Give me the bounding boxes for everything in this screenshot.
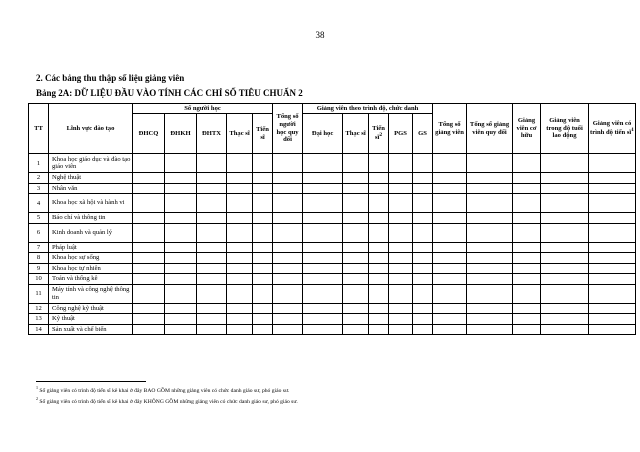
header-tong-so-gv: Tổng số giảng viên bbox=[433, 104, 467, 154]
header-gv-thac-si: Thạc sĩ bbox=[343, 114, 369, 154]
row-tt: 5 bbox=[29, 213, 49, 224]
table-row bbox=[29, 194, 636, 213]
header-tien-si: Tiến sĩ bbox=[253, 114, 273, 154]
page-number: 38 bbox=[315, 30, 325, 40]
row-tt: 8 bbox=[29, 253, 49, 264]
table-row bbox=[29, 154, 636, 173]
row-tt: 6 bbox=[29, 223, 49, 242]
header-gv-co-trinh-do-ts bbox=[589, 104, 636, 154]
header-field: Lĩnh vực đào tạo bbox=[49, 104, 133, 154]
row-tt: 9 bbox=[29, 263, 49, 274]
section-title: 2. Các bảng thu thập số liệu giảng viên bbox=[36, 73, 185, 83]
table-caption: Bảng 2A: DỮ LIỆU ĐẦU VÀO TÍNH CÁC CHỈ SỐ TIÊU CHUẨN 2 bbox=[36, 88, 303, 98]
row-field: Kinh doanh và quản lý bbox=[49, 223, 133, 242]
footnote-ref-1: 1 bbox=[631, 127, 635, 134]
table-row bbox=[29, 183, 636, 194]
header-so-nguoi-hoc: Số người học bbox=[133, 104, 273, 114]
footnote-separator bbox=[36, 381, 146, 382]
header-gv-trong-do-tuoi: Giảng viên trong độ tuổi lao động bbox=[541, 104, 589, 154]
row-tt: 2 bbox=[29, 173, 49, 184]
row-field: Nhân văn bbox=[49, 183, 133, 194]
row-field: Nghệ thuật bbox=[49, 173, 133, 184]
row-field: Máy tính và công nghệ thông tin bbox=[49, 284, 133, 303]
footnote-2-mark: 2 bbox=[36, 396, 38, 401]
header-gv-tien-si-text: Tiến sĩ bbox=[372, 124, 385, 142]
row-tt: 13 bbox=[29, 314, 49, 325]
row-field: Khoa học sự sống bbox=[49, 253, 133, 264]
row-tt: 1 bbox=[29, 154, 49, 173]
row-field: Báo chí và thông tin bbox=[49, 213, 133, 224]
header-dhkh: ĐHKH bbox=[165, 114, 197, 154]
header-giang-vien-theo: Giảng viên theo trình độ, chức danh bbox=[303, 104, 433, 114]
row-field: Khoa học tự nhiên bbox=[49, 263, 133, 274]
footnote-2-text: Số giảng viên có trình độ tiến sĩ kê khai ở đây KHÔNG GỒM những giảng viên có chức danh giáo sư, phó giáo sư. bbox=[39, 398, 298, 405]
header-gs: GS bbox=[413, 114, 433, 154]
header-dai-hoc: Đại học bbox=[303, 114, 343, 154]
header-pgs: PGS bbox=[389, 114, 413, 154]
header-gv-tien-si bbox=[369, 114, 389, 154]
table-row bbox=[29, 253, 636, 264]
header-gv-co-huu: Giảng viên cơ hữu bbox=[513, 104, 541, 154]
header-dhcq: ĐHCQ bbox=[133, 114, 165, 154]
header-thac-si: Thạc sĩ bbox=[227, 114, 253, 154]
row-field: Pháp luật bbox=[49, 242, 133, 253]
row-field: Kỹ thuật bbox=[49, 314, 133, 325]
footnote-1-mark: 1 bbox=[36, 385, 38, 390]
row-field: Sản xuất và chế biến bbox=[49, 324, 133, 335]
header-dhtx: ĐHTX bbox=[197, 114, 227, 154]
row-tt: 7 bbox=[29, 242, 49, 253]
row-field: Toán và thống kê bbox=[49, 274, 133, 285]
row-tt: 3 bbox=[29, 183, 49, 194]
header-tt: TT bbox=[29, 104, 49, 154]
table-row bbox=[29, 274, 636, 285]
data-table bbox=[28, 103, 636, 335]
table-row bbox=[29, 303, 636, 314]
footnote-ref-2: 2 bbox=[379, 132, 383, 139]
header-gv-co-trinh-do-ts-text: Giảng viên có trình độ tiến sĩ bbox=[590, 119, 632, 137]
row-field: Khoa học xã hội và hành vi bbox=[49, 194, 133, 213]
footnote-2 bbox=[36, 396, 298, 405]
row-tt: 11 bbox=[29, 284, 49, 303]
row-tt: 14 bbox=[29, 324, 49, 335]
row-tt: 10 bbox=[29, 274, 49, 285]
footnote-1 bbox=[36, 385, 289, 394]
table-row bbox=[29, 213, 636, 224]
footnote-1-text: Số giảng viên có trình độ tiến sĩ kê khai ở đây BAO GỒM những giảng viên có chức danh giáo sư, phó giáo sư. bbox=[39, 387, 290, 394]
table-row bbox=[29, 242, 636, 253]
row-field: Công nghệ kỹ thuật bbox=[49, 303, 133, 314]
header-tong-so-nguoi-hoc: Tổng số người học quy đổi bbox=[273, 104, 303, 154]
table-row bbox=[29, 284, 636, 303]
table-row bbox=[29, 324, 636, 335]
row-field: Khoa học giáo dục và đào tạo giáo viên bbox=[49, 154, 133, 173]
row-tt: 12 bbox=[29, 303, 49, 314]
table-row bbox=[29, 314, 636, 325]
table-row bbox=[29, 223, 636, 242]
header-tong-so-gv-quy-doi: Tổng số giảng viên quy đổi bbox=[467, 104, 513, 154]
row-tt: 4 bbox=[29, 194, 49, 213]
table-row bbox=[29, 173, 636, 184]
table-row bbox=[29, 263, 636, 274]
